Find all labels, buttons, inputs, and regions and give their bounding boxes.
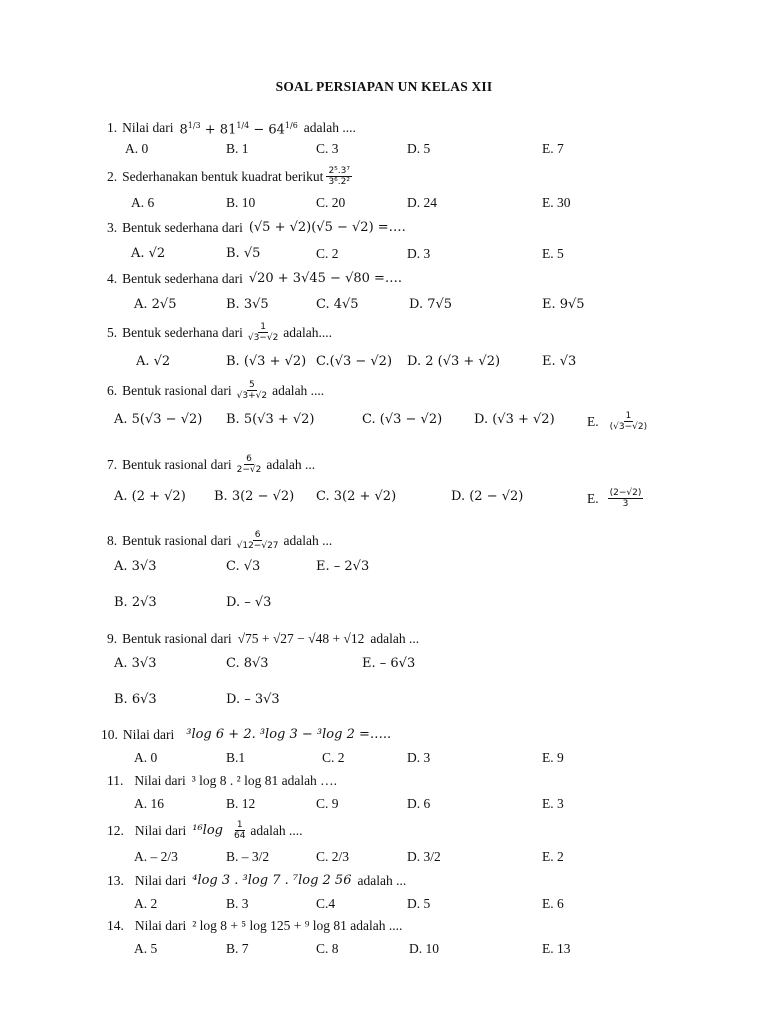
option-a[interactable]: A. 2: [134, 896, 158, 911]
option-a[interactable]: A. 3√3: [114, 559, 157, 574]
option-c[interactable]: C. (√3 − √2): [362, 412, 443, 427]
option-d[interactable]: D. 5: [407, 896, 431, 911]
option-e[interactable]: E. 7: [542, 141, 564, 156]
option-e[interactable]: E. $\frac{1}{(√3-√2)}$: [587, 411, 648, 432]
option-a[interactable]: A. √2: [136, 354, 171, 369]
question-expression: ¹⁶log: [192, 822, 223, 838]
question-text: Bentuk sederhana dari: [122, 271, 243, 286]
question-suffix: adalah....: [283, 324, 333, 340]
question-2: [107, 166, 355, 187]
question-8: [107, 530, 332, 551]
question-number: 8.: [107, 532, 118, 548]
question-expression: ² log 8 + ⁵ log 125 + ⁹ log 81 adalah ....: [192, 918, 403, 933]
question-expression: √75 + √27 − √48 + √12: [237, 631, 365, 646]
question-text: Nilai dari: [134, 773, 186, 788]
question-text: Bentuk rasional dari: [122, 631, 232, 646]
option-d[interactable]: D. 7√5: [409, 297, 453, 312]
option-c[interactable]: C. 2: [316, 246, 339, 261]
option-e[interactable]: E. 9: [542, 750, 564, 765]
option-e[interactable]: E. 13: [542, 941, 571, 956]
option-b[interactable]: B. – 3/2: [226, 849, 270, 864]
option-d[interactable]: D. 6: [407, 796, 431, 811]
question-number: 7.: [107, 456, 118, 472]
question-expression: (√5 + √2)(√5 − √2) =….: [248, 220, 406, 235]
question-number: 4.: [107, 271, 118, 286]
option-d[interactable]: D. 3: [407, 246, 431, 261]
question-number: 6.: [107, 382, 118, 398]
option-e[interactable]: E. – 2√3: [316, 559, 370, 574]
question-expression: √20 + 3√45 − √80 =….: [248, 271, 403, 286]
option-e[interactable]: E. 30: [542, 195, 571, 210]
question-text: Nilai dari: [122, 120, 174, 136]
option-d[interactable]: D. (√3 + √2): [474, 412, 555, 427]
option-b[interactable]: B. 12: [226, 796, 256, 811]
question-expression: ⁴log 3 . ³log 7 . ⁷log 2 56: [192, 873, 352, 888]
option-e-fraction: $\frac{(2-√2)}{3}$: [609, 488, 642, 509]
option-c[interactable]: C. 9: [316, 796, 339, 811]
question-suffix: adalah ...: [266, 456, 316, 472]
question-1: [107, 117, 356, 139]
option-e-fraction: $\frac{1}{(√3-√2)}$: [609, 411, 648, 432]
option-a[interactable]: A. √2: [131, 246, 166, 261]
question-number: 12.: [107, 822, 124, 838]
option-d[interactable]: D. – 3√3: [226, 692, 280, 707]
question-number: 2.: [107, 168, 118, 184]
option-d[interactable]: D. (2 − √2): [451, 489, 524, 504]
question-number: 10.: [101, 727, 118, 742]
option-b[interactable]: B. 3(2 − √2): [214, 489, 295, 504]
question-13: [107, 872, 406, 890]
question-14: [107, 917, 402, 935]
option-e[interactable]: E. 3: [542, 796, 564, 811]
question-text: Bentuk sederhana dari: [122, 324, 243, 340]
question-text: Bentuk rasional dari: [122, 382, 232, 398]
option-a[interactable]: A. 3√3: [114, 656, 157, 671]
question-4: [107, 270, 402, 288]
option-a[interactable]: A. 16: [134, 796, 164, 811]
question-suffix: adalah ....: [303, 120, 356, 136]
option-d[interactable]: D. – √3: [226, 595, 272, 610]
option-c[interactable]: C. √3: [226, 559, 261, 574]
option-b[interactable]: B. 2√3: [114, 595, 157, 610]
question-11: [107, 772, 337, 790]
option-b[interactable]: B. 3√5: [226, 297, 269, 312]
option-b[interactable]: B. 10: [226, 195, 256, 210]
option-e[interactable]: E. 2: [542, 849, 564, 864]
question-number: 5.: [107, 324, 118, 340]
option-e[interactable]: E. – 6√3: [362, 656, 416, 671]
question-suffix: adalah ....: [272, 382, 325, 398]
question-text: Bentuk rasional dari: [122, 532, 232, 548]
option-d[interactable]: D. 3: [407, 750, 431, 765]
option-a[interactable]: A. 5: [134, 941, 158, 956]
option-d[interactable]: D. 10: [409, 941, 439, 956]
option-c[interactable]: C. 4√5: [316, 297, 359, 312]
question-fraction: $\frac{\text{2⁵.3⁷}}{\text{3⁶.2²}}$: [328, 166, 350, 187]
option-c[interactable]: C.(√3 − √2): [316, 354, 393, 369]
question-text: Nilai dari: [122, 727, 175, 742]
option-c[interactable]: C. 3(2 + √2): [316, 489, 397, 504]
question-number: 3.: [107, 220, 118, 235]
option-a[interactable]: A. – 2/3: [134, 849, 178, 864]
question-3: [107, 219, 406, 237]
option-b[interactable]: B. 5(√3 + √2): [226, 412, 315, 427]
question-text: Nilai dari: [134, 918, 187, 933]
question-number: 1.: [107, 120, 118, 136]
question-fraction: $\frac{6}{2-√2}$: [236, 454, 262, 475]
option-a[interactable]: A. 6: [131, 195, 155, 210]
option-b[interactable]: B. 6√3: [114, 692, 157, 707]
question-expression: ³ log 8 . ² log 81 adalah ….: [191, 773, 338, 788]
page-title: SOAL PERSIAPAN UN KELAS XII: [275, 79, 493, 94]
option-c[interactable]: C. 3: [316, 141, 339, 156]
option-a[interactable]: A. (2 + √2): [114, 489, 186, 504]
question-12: [107, 820, 303, 841]
option-b[interactable]: B. (√3 + √2): [226, 354, 307, 369]
question-fraction: $\frac{1}{64}$: [233, 820, 246, 841]
question-number: 13.: [107, 873, 124, 888]
option-b[interactable]: B. 3: [226, 896, 249, 911]
option-d[interactable]: D. 2 (√3 + √2): [407, 354, 501, 369]
question-6: [107, 380, 324, 401]
option-c[interactable]: C. 2/3: [316, 849, 350, 864]
question-text: Nilai dari: [134, 822, 187, 838]
option-e[interactable]: E. 5: [542, 246, 564, 261]
option-e[interactable]: E. √3: [542, 354, 577, 369]
option-e[interactable]: E. 9√5: [542, 297, 585, 312]
option-a[interactable]: A. 0: [125, 141, 149, 156]
question-5: [107, 322, 332, 343]
option-b[interactable]: B. 1: [226, 141, 249, 156]
option-c[interactable]: C. 8: [316, 941, 339, 956]
question-9: [107, 630, 419, 648]
question-text: Sederhanakan bentuk kuadrat berikut: [122, 168, 324, 184]
option-c[interactable]: C. 8√3: [226, 656, 269, 671]
option-c[interactable]: C.4: [316, 896, 336, 911]
question-10: [101, 726, 391, 744]
option-c[interactable]: C. 2: [322, 750, 345, 765]
option-c[interactable]: C. 20: [316, 195, 346, 210]
question-expression: $8^{1/3} + 81^{1/4} - 64^{1/6}$: [179, 121, 298, 138]
question-suffix: adalah ....: [250, 822, 303, 838]
option-d[interactable]: D. 3/2: [407, 849, 441, 864]
question-number: 9.: [107, 631, 118, 646]
question-suffix: adalah ...: [370, 631, 420, 646]
option-a[interactable]: A. 0: [134, 750, 158, 765]
question-fraction: $\frac{1}{√3-√2}$: [247, 322, 279, 343]
option-d[interactable]: D. 5: [407, 141, 431, 156]
option-e[interactable]: E. $\frac{(2-√2)}{3}$: [587, 488, 642, 509]
question-text: Bentuk rasional dari: [122, 456, 232, 472]
question-suffix: adalah ...: [357, 873, 407, 888]
option-d[interactable]: D. 24: [407, 195, 437, 210]
option-e[interactable]: E. 6: [542, 896, 564, 911]
option-b[interactable]: B.1: [226, 750, 246, 765]
question-7: [107, 454, 315, 475]
question-expression: ³log 6 + 2. ³log 3 − ³log 2 =…..: [186, 727, 392, 742]
option-a[interactable]: A. 5(√3 − √2): [114, 412, 203, 427]
question-text: Nilai dari: [134, 873, 187, 888]
question-number: 14.: [107, 918, 124, 933]
option-a[interactable]: A. 2√5: [134, 297, 177, 312]
option-b[interactable]: B. √5: [226, 246, 261, 261]
question-fraction: $\frac{6}{√12-√27}$: [236, 530, 279, 551]
question-text: Bentuk sederhana dari: [122, 220, 243, 235]
question-suffix: adalah ...: [283, 532, 333, 548]
question-number: 11.: [107, 773, 124, 788]
question-fraction: $\frac{5}{√3+√2}$: [236, 380, 268, 401]
option-b[interactable]: B. 7: [226, 941, 249, 956]
